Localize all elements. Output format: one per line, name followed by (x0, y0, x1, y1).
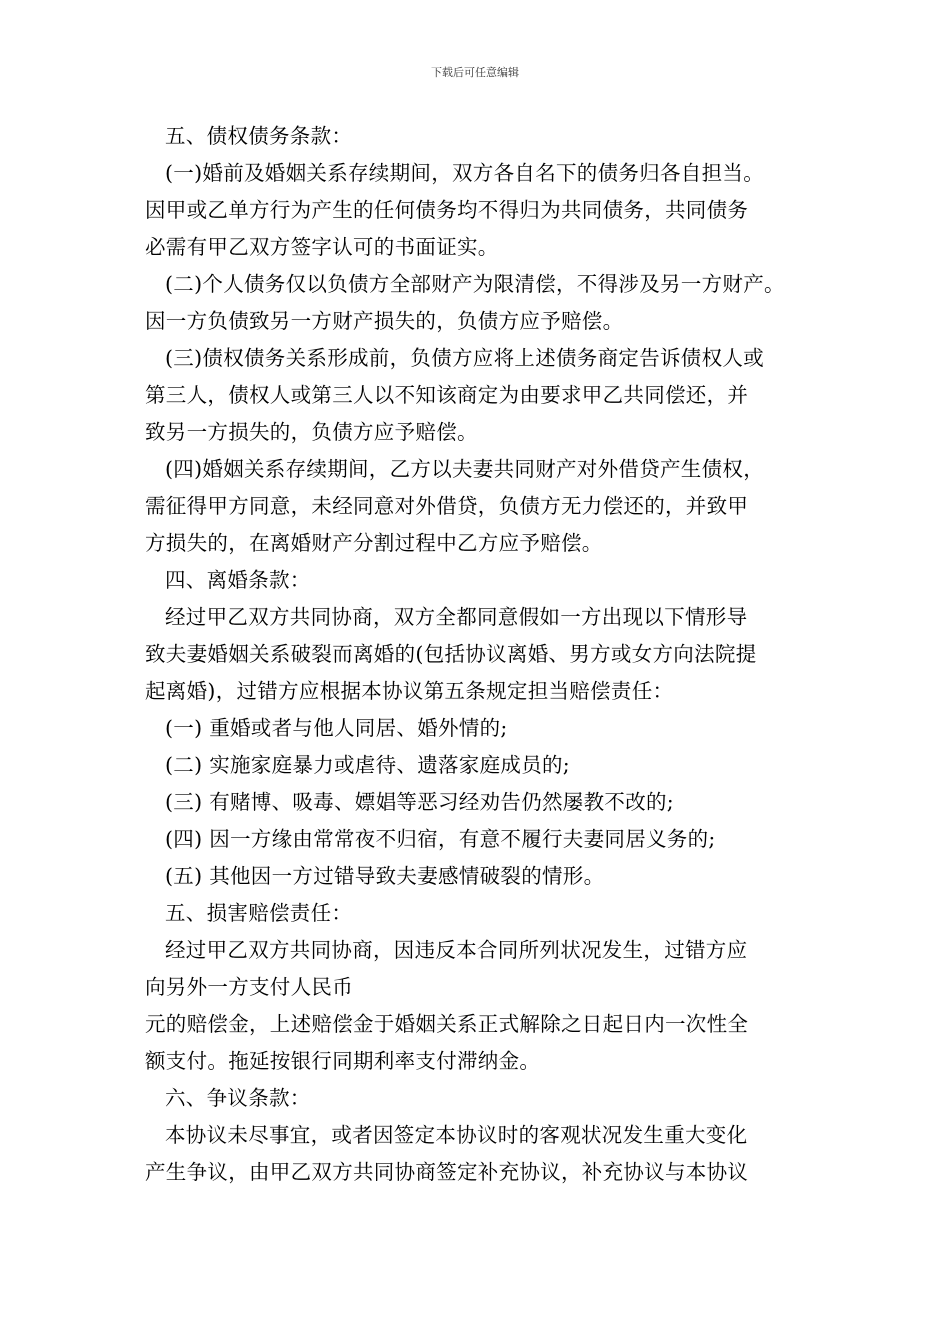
text-line: (一) 重婚或者与他人同居、婚外情的; (165, 716, 508, 740)
text-line: 第三人，债权人或第三人以不知该商定为由要求甲乙共同偿还，并 (145, 383, 749, 407)
text-line: 本协议未尽事宜，或者因签定本协议时的客观状况发生重大变化 (165, 1123, 748, 1147)
text-line: 五、损害赔偿责任： (165, 901, 353, 925)
text-line: 经过甲乙双方共同协商，因违反本合同所列状况发生，过错方应 (165, 938, 748, 962)
text-line: (二) 实施家庭暴力或虐待、遗落家庭成员的; (165, 753, 571, 777)
text-line: (一)婚前及婚姻关系存续期间，双方各自名下的债务归各自担当。 (165, 161, 764, 185)
text-line: 六、争议条款： (165, 1086, 311, 1110)
text-line: (四) 因一方缘由常常夜不归宿，有意不履行夫妻同居义务的; (165, 827, 716, 851)
text-line: 额支付。拖延按银行同期利率支付滞纳金。 (145, 1049, 541, 1073)
text-line: 向另外一方支付人民币 (145, 975, 353, 999)
text-line: 四、离婚条款： (165, 568, 311, 592)
text-line: (三) 有赌博、吸毒、嫖娼等恶习经劝告仍然屡教不改的; (165, 790, 675, 814)
text-line: (三)债权债务关系形成前，负债方应将上述债务商定告诉债权人或 (165, 346, 764, 370)
text-line: 起离婚)，过错方应根据本协议第五条规定担当赔偿责任： (145, 679, 674, 703)
text-line: 因甲或乙单方行为产生的任何债务均不得归为共同债务，共同债务 (145, 198, 749, 222)
text-line: 方损失的，在离婚财产分割过程中乙方应予赔偿。 (145, 531, 603, 555)
text-line: 致另一方损失的，负债方应予赔偿。 (145, 420, 478, 444)
text-line: 因一方负债致另一方财产损失的，负债方应予赔偿。 (145, 309, 624, 333)
text-line: 经过甲乙双方共同协商，双方全都同意假如一方出现以下情形导 (165, 605, 748, 629)
page-header-note: 下载后可任意编辑 (431, 66, 519, 79)
text-line: (四)婚姻关系存续期间，乙方以夫妻共同财产对外借贷产生债权， (165, 457, 764, 481)
text-line: 元的赔偿金，上述赔偿金于婚姻关系正式解除之日起日内一次性全 (145, 1012, 749, 1036)
text-line: (五) 其他因一方过错导致夫妻感情破裂的情形。 (165, 864, 605, 888)
text-line: (二)个人债务仅以负债方全部财产为限清偿，不得涉及另一方财产。 (165, 272, 785, 296)
text-line: 必需有甲乙双方签字认可的书面证实。 (145, 235, 499, 259)
text-line: 五、债权债务条款： (165, 124, 353, 148)
text-line: 需征得甲方同意，未经同意对外借贷，负债方无力偿还的，并致甲 (145, 494, 749, 518)
document-body (145, 118, 815, 1191)
text-line: 致夫妻婚姻关系破裂而离婚的(包括协议离婚、男方或女方向法院提 (145, 642, 757, 666)
text-line: 产生争议，由甲乙双方共同协商签定补充协议，补充协议与本协议 (145, 1160, 749, 1184)
